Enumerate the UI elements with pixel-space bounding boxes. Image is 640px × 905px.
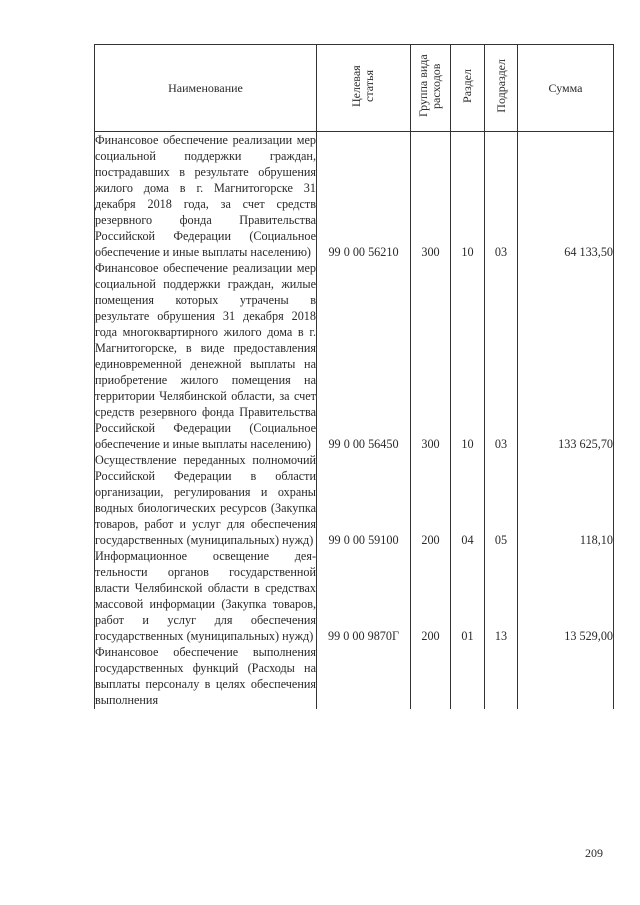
row-subsection	[485, 644, 518, 709]
row-section: 04	[451, 452, 485, 548]
row-sum: 133 625,70	[518, 260, 614, 452]
table-row	[95, 132, 614, 261]
header-section: Раздел	[451, 45, 485, 132]
header-sum: Сумма	[518, 45, 614, 132]
row-name: Финансовое обеспечение реализации мер социальной поддержки граждан, жилые помещения которых утрачены в результате обрушения 31 декабря 2018 года многоквартирного жилого дома в г. Магнитогорске, в виде предоставления единовременной денежной выплаты на приобретение жилого помещения на территории Челябинской области, за счет средств резервного фонда Правительства Российской Федерации (Социальное обеспечение и иные выплаты населению)	[95, 261, 316, 451]
row-group: 300	[411, 260, 451, 452]
row-section	[451, 644, 485, 709]
row-target: 99 0 00 56450	[317, 260, 411, 452]
row-subsection: 03	[485, 132, 518, 261]
header-name: Наименование	[95, 45, 317, 132]
budget-table	[94, 44, 614, 709]
row-name: Информационное освещение деятельности органов государственной власти Челябинской области в средствах массовой информации (Закупка товаров, работ и услуг для обеспечения государственных (муниципальных) нужд)	[95, 549, 316, 643]
row-subsection: 05	[485, 452, 518, 548]
row-group	[411, 644, 451, 709]
row-subsection: 13	[485, 548, 518, 644]
row-name: Финансовое обеспечение реализации мер социальной поддержки граждан, пострадавших в результате обрушения жилого дома в г. Магнитогорске 31 декабря 2018 года, за счет средств резервного фонда Правительства Российской Федерации (Социальное обеспечение и иные выплаты населению)	[95, 133, 316, 259]
row-name: Финансовое обеспечение выполнения государственных функций (Расходы на выплаты персоналу в целях обеспечения выполнения	[95, 645, 316, 707]
header-group: Группа вида расходов	[411, 45, 451, 132]
table-row	[95, 452, 614, 548]
row-sum: 118,10	[518, 452, 614, 548]
header-subsection: Подраздел	[485, 45, 518, 132]
row-target: 99 0 00 59100	[317, 452, 411, 548]
row-group: 200	[411, 452, 451, 548]
row-section: 10	[451, 260, 485, 452]
row-target	[317, 644, 411, 709]
table-header-row	[95, 45, 614, 132]
row-group: 300	[411, 132, 451, 261]
row-target: 99 0 00 9870Г	[317, 548, 411, 644]
row-section: 10	[451, 132, 485, 261]
row-sum	[518, 644, 614, 709]
table-row	[95, 548, 614, 644]
row-sum: 13 529,00	[518, 548, 614, 644]
row-section: 01	[451, 548, 485, 644]
table-row	[95, 260, 614, 452]
table-row	[95, 644, 614, 709]
row-subsection: 03	[485, 260, 518, 452]
row-group: 200	[411, 548, 451, 644]
page-number: 209	[585, 846, 603, 860]
header-target: Целевая статья	[317, 45, 411, 132]
row-target: 99 0 00 56210	[317, 132, 411, 261]
row-name: Осуществление переданных полномочий Российской Федерации в области организации, регулирования и охраны водных биологических ресурсов (Закупка товаров, работ и услуг для обеспечения государственных (муниципальных) нужд)	[95, 453, 316, 547]
row-sum: 64 133,50	[518, 132, 614, 261]
